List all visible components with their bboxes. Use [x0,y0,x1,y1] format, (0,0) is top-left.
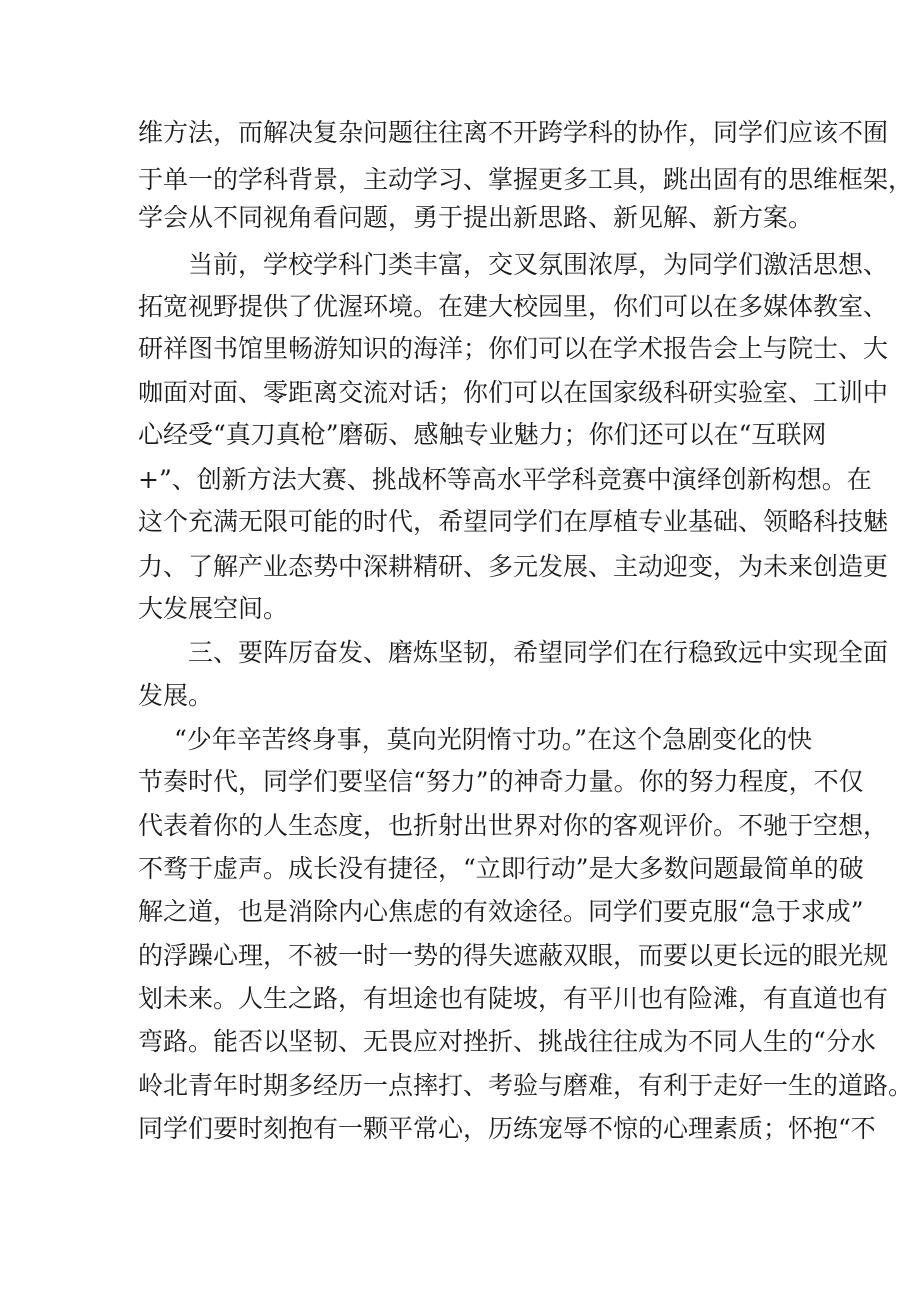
text-line: 心经受“真刀真枪”磨砺、感触专业魅力；你们还可以在“互联网 [138,420,827,449]
paragraph-first-line: 当前，学校学科门类丰富，交叉氛围浓厚，为同学们激活思想、 [188,250,889,279]
text-line: 代表着你的人生态度，也折射出世界对你的客观评价。不驰于空想， [138,811,889,840]
text-line: 拓宽视野提供了优渥环境。在建大校园里，你们可以在多媒体教室、 [138,292,889,321]
text-line: 岭北青年时期多经历一点摔打、考验与磨难，有利于走好一生的道路。 [138,1071,914,1100]
paragraph-first-line: “少年辛苦终身事，莫向光阴惰寸功。”在这个急剧变化的快 [174,725,813,754]
text-line: 这个充满无限可能的时代，希望同学们在厚植专业基础、领略科技魅 [138,507,889,536]
text-line: 研祥图书馆里畅游知识的海洋；你们可以在学术报告会上与院士、大 [138,334,889,363]
text-line: 维方法，而解决复杂问题往往离不开跨学科的协作，同学们应该不囿 [138,118,889,147]
text-line: 的浮躁心理，不被一时一势的得失遮蔽双眼，而要以更长远的眼光规 [138,941,889,970]
section-heading-line: 发展。 [138,681,214,710]
text-line: 不骛于虚声。成长没有捷径，“立即行动”是大多数问题最简单的破 [138,854,864,883]
text-line: 同学们要时刻抱有一颗平常心，历练宠辱不惊的心理素质；怀抱“不 [138,1114,876,1143]
text-line: 咖面对面、零距离交流对话；你们可以在国家级科研实验室、工训中 [138,378,889,407]
section-heading-line: 三、要阵厉奋发、磨炼坚韧，希望同学们在行稳致远中实现全面 [188,638,889,667]
text-line: 划未来。人生之路，有坦途也有陡坡，有平川也有险滩，有直道也有 [138,984,889,1013]
text-line: 大发展空间。 [138,594,289,623]
text-line: 解之道，也是消除内心焦虑的有效途径。同学们要克服“急于求成” [138,897,864,926]
text-line: 于单一的学科背景，主动学习、掌握更多工具，跳出固有的思维框架， [138,165,914,194]
text-line: 学会从不同视角看问题，勇于提出新思路、新见解、新方案。 [138,203,814,232]
text-line: 节奏时代，同学们要坚信“努力”的神奇力量。你的努力程度，不仅 [138,767,864,796]
text-line: 力、了解产业态势中深耕精研、多元发展、主动迎变，为未来创造更 [138,552,889,581]
text-line: 弯路。能否以坚韧、无畏应对挫折、挑战往往成为不同人生的“分水 [138,1027,876,1056]
text-line: +”、创新方法大赛、挑战杯等高水平学科竞赛中演绎创新构想。在 [138,465,872,494]
